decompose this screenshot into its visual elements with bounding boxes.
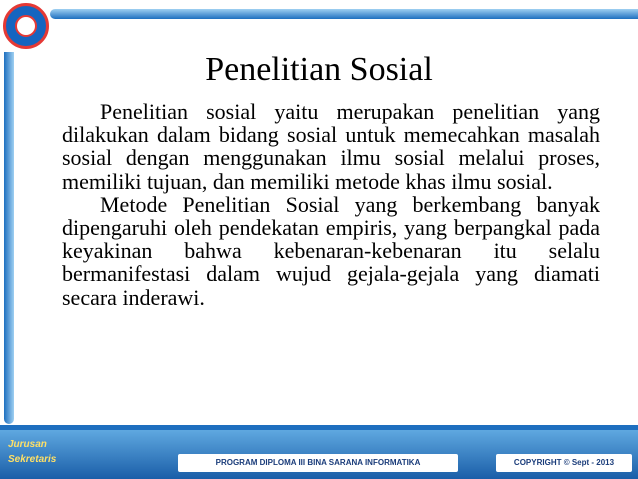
program-text: PROGRAM DIPLOMA III BINA SARANA INFORMATIKA [215,458,421,467]
department-label [8,437,88,467]
top-decorative-bar [50,9,638,19]
department-line-2: Sekretaris [8,454,57,465]
paragraph-2: Metode Penelitian Sosial yang berkembang banyak dipengaruhi oleh pendekatan empiris, yang berpangkal pada keyakinan bahwa kebenaran-kebenaran itu selalu bermanifestasi dalam wujud gejala-gejala yang diamati secara inderawi. [62,191,600,310]
copyright-banner [496,454,632,472]
department-line-1: Jurusan [8,439,47,450]
left-decorative-bar [4,52,14,424]
paragraph-1: Penelitian sosial yaitu merupakan penelitian yang dilakukan dalam bidang sosial untuk memecahkan masalah sosial dengan menggunakan ilmu sosial melalui proses, memiliki tujuan, dan memiliki metode khas ilmu sosial. [62,99,600,194]
slide-body [62,100,600,309]
slide-title: Penelitian Sosial [205,51,433,88]
copyright-text: COPYRIGHT © Sept - 2013 [513,458,615,467]
program-banner [178,454,458,472]
logo-text: BINA SARANA INFORMATIKA [17,21,77,104]
institution-logo [3,3,77,104]
